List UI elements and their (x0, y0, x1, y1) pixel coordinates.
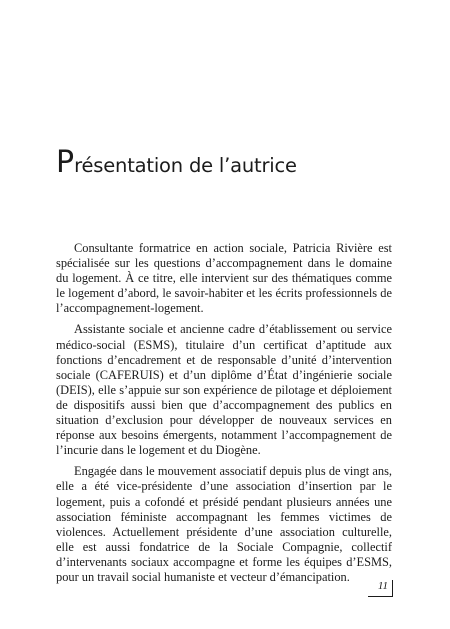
body-text (56, 241, 392, 591)
page-title (56, 145, 297, 180)
page-number: 11 (377, 580, 388, 592)
title-initial: P (56, 145, 75, 180)
page-number-box (368, 580, 393, 597)
paragraph-intro: Consultante formatrice en action sociale, Patricia Rivière est spécialisée sur les questions d’accompagnement dans le domaine du logement. À ce titre, elle intervient sur des thématiques comme le logement d’abord, le savoir-habiter et les écrits professionnels de l’accompagnement-logement. (56, 241, 392, 316)
paragraph-associations: Engagée dans le mouvement associatif depuis plus de vingt ans, elle a été vice-présidente d’une association d’insertion par le logement, puis a cofondé et présidé pendant plusieurs années une association féministe accompagnant les femmes victimes de violences. Actuellement présidente d’une association culturelle, elle est aussi fondatrice de la Sociale Compagnie, collectif d’intervenants sociaux accompagne et forme les équipes d’ESMS, pour un travail social humaniste et vecteur d’émancipation. (56, 464, 392, 584)
paragraph-career: Assistante sociale et ancienne cadre d’établissement ou service médico-social (ESMS), titulaire d’un certificat d’aptitude aux fonctions d’encadrement et de responsable d’unité d’intervention sociale (CAFERUIS) et d’un diplôme d’État d’ingénierie sociale (DEIS), elle s’appuie sur son expérience de pilotage et déploiement de dispositifs aussi bien que d’accompagnement des publics en situation d’exclusion pour développer de nouveaux services en réponse aux besoins émergents, notamment l’accompagnement de l’incurie dans le logement et du Diogène. (56, 322, 392, 458)
title-rest: résentation de l’autrice (74, 154, 297, 177)
